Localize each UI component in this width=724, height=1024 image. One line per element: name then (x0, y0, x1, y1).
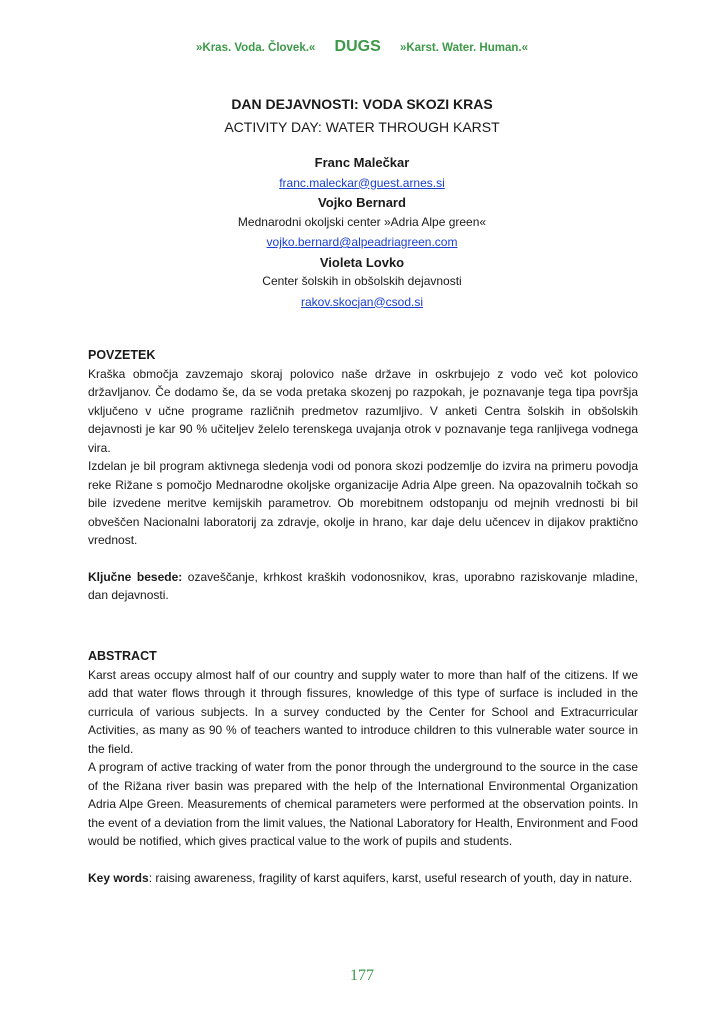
authors-block (0, 153, 724, 312)
keywords-text: ozaveščanje, krhkost kraških vodonosnikov, kras, uporabno raziskovanje mladine, dan dejavnosti. (88, 569, 638, 602)
keywords (88, 568, 638, 605)
povzetek-section (88, 346, 638, 605)
title-slovene: DAN DEJAVNOSTI: VODA SKOZI KRAS (231, 96, 493, 112)
section-heading: ABSTRACT (88, 649, 157, 663)
keywords-label: Ključne besede: (88, 569, 183, 584)
running-header (0, 38, 724, 56)
author-name: Vojko Bernard (318, 195, 406, 210)
page-number: 177 (350, 967, 374, 984)
author-email-link[interactable]: franc.maleckar@guest.arnes.si (279, 175, 445, 190)
header-left: »Kras. Voda. Človek.« (196, 42, 316, 54)
keywords-text: : raising awareness, fragility of karst aquifers, karst, useful research of youth, day in nature. (148, 870, 633, 885)
author-name: Franc Malečkar (314, 155, 410, 170)
keywords-label: Key words (88, 870, 149, 885)
author-name: Violeta Lovko (319, 254, 405, 270)
header-right: »Karst. Water. Human.« (399, 42, 528, 54)
abstract-section (88, 647, 638, 887)
author-email-link[interactable]: vojko.bernard@alpeadriagreen.com (266, 235, 458, 249)
header-center: DUGS (334, 38, 381, 55)
title-english: ACTIVITY DAY: WATER THROUGH KARST (224, 119, 500, 135)
paragraph: A program of active tracking of water from the ponor through the underground to the source in the case of the Rižana river basin was prepared with the help of the International Environmental Organization Adria Alpe Green. Measurements of chemical parameters were performed at the observation points. In the event of a deviation from the limit values, the National Laboratory for Health, Environment and Food would be notified, which gives practical value to the work of pupils and students. (88, 760, 638, 848)
paragraph: Karst areas occupy almost half of our country and supply water to more than half of the citizens. If we add that water flows through it through fissures, knowledge of this type of surface is included in the curricula of various subjects. In a survey conducted by the Center for School and Extracurricular Activities, as many as 90 % of teachers wanted to introduce children to this vulnerable water source in the field. (88, 667, 638, 756)
section-heading: POVZETEK (88, 348, 156, 362)
paragraph: Kraška območja zavzemajo skoraj polovico naše države in oskrbujejo z vodo več kot polovico državljanov. Če dodamo še, da se voda pretaka skozenj po razpokah, je poznavanje tega tipa površja vključeno v učne programe različnih predmetov razumljivo. V anketi Centra šolskih in obšolskih dejavnosti je kar 90 % učiteljev želelo terenskega uvajanja otrok v poznavanje tega ranljivega vodnega vira. (88, 366, 638, 455)
author-affiliation: Center šolskih in obšolskih dejavnosti (262, 274, 462, 288)
keywords (88, 869, 638, 888)
paragraph: Izdelan je bil program aktivnega sledenja vodi od ponora skozi podzemlje do izvira na primeru povodja reke Rižane s pomočjo Mednarodne okoljske organizacije Adria Alpe green. Na opazovalnih točkah so bile izvedene meritve kemijskih parametrov. Ob morebitnem odstopanju od mejnih vrednosti bi bil obveščen Nacionalni laboratorij za zdravje, okolje in hrano, kar daje delu učencev in dijakov praktično vrednost. (88, 459, 638, 547)
author-affiliation: Mednarodni okoljski center »Adria Alpe green« (237, 214, 487, 229)
author-email-link[interactable]: rakov.skocjan@csod.si (300, 294, 423, 309)
